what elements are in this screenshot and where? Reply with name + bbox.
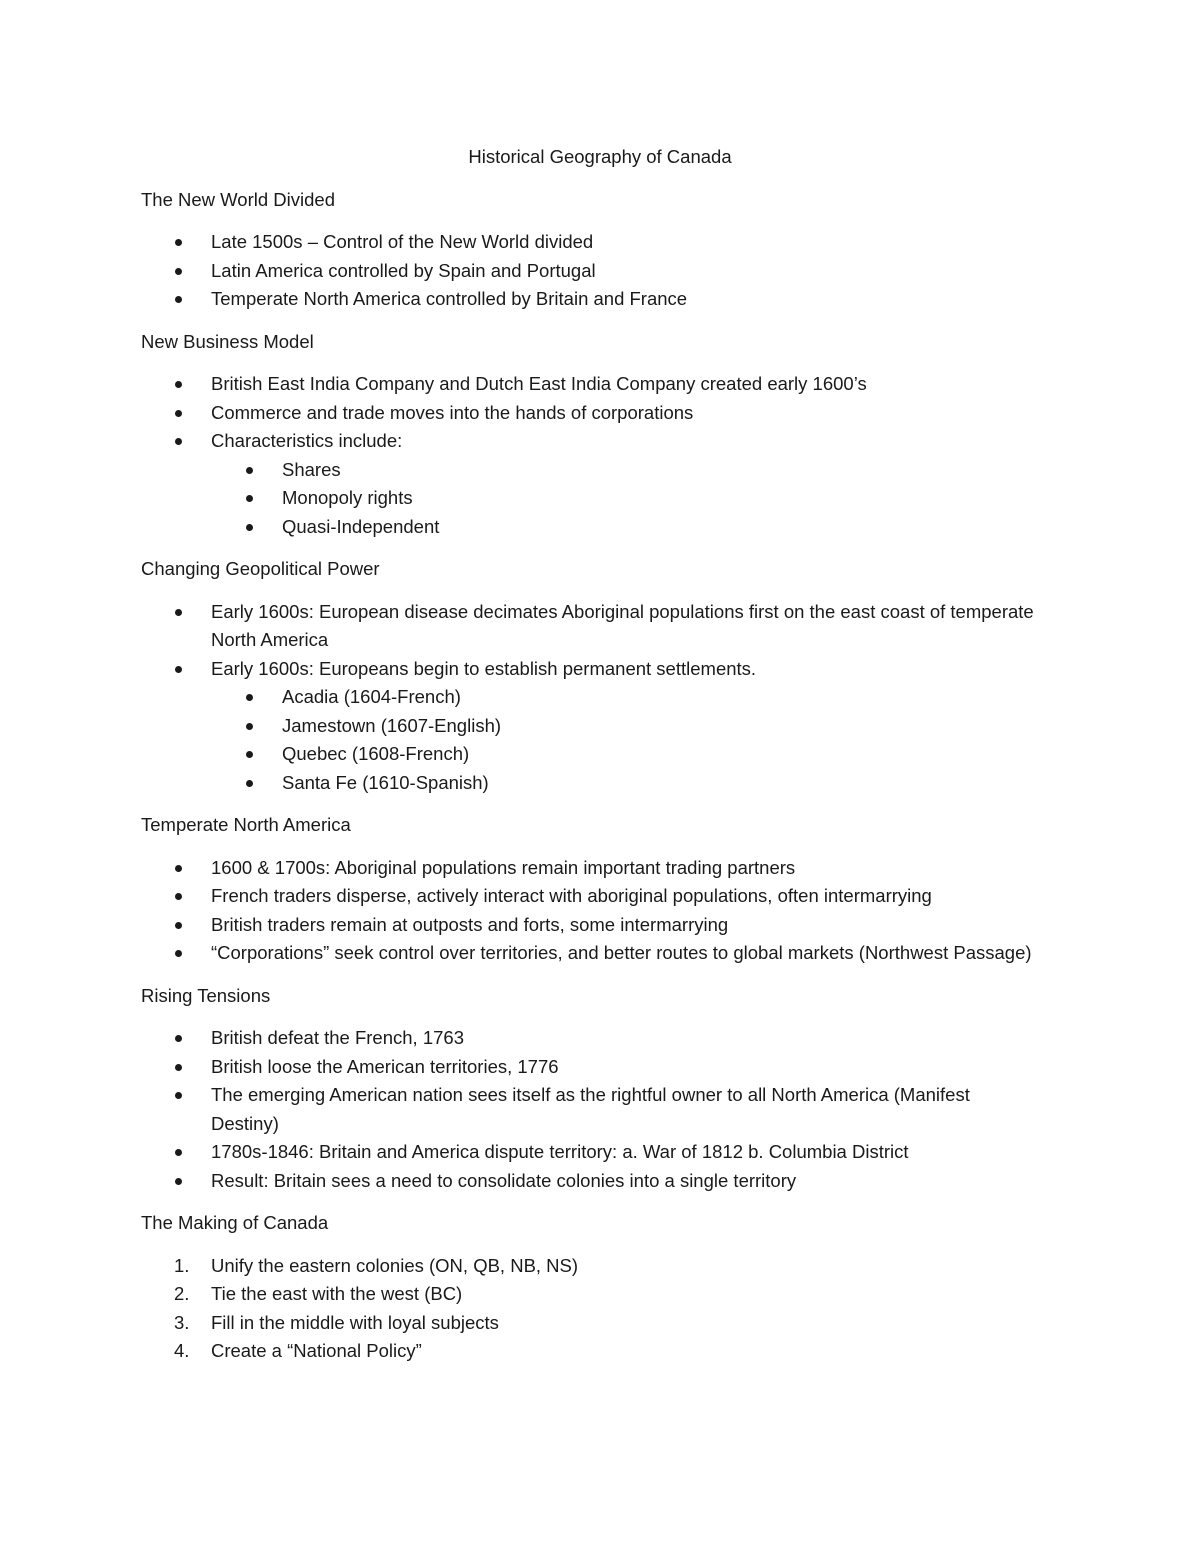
document-title: Historical Geography of Canada [468,146,732,167]
list-item: British East India Company and Dutch East India Company created early 1600’s [141,370,1041,399]
list-item: Early 1600s: Europeans begin to establish permanent settlements. [141,655,1041,684]
bullet-list [141,370,1041,541]
sub-list-item: Acadia (1604-French) [141,683,1041,712]
section-heading: The New World Divided [141,188,335,210]
list-item: Latin America controlled by Spain and Portugal [141,257,1041,286]
bullet-icon [175,865,182,872]
bullet-icon [175,1035,182,1042]
list-item: British traders remain at outposts and forts, some intermarrying [141,911,1041,940]
bullet-icon [246,495,253,502]
list-item: Commerce and trade moves into the hands of corporations [141,399,1041,428]
bullet-icon [246,780,253,787]
bullet-icon [175,893,182,900]
list-item: French traders disperse, actively interact with aboriginal populations, often intermarrying [141,882,1041,911]
bullet-list [141,598,1041,798]
bullet-icon [246,751,253,758]
bullet-icon [175,666,182,673]
list-number: 2. [174,1283,190,1304]
list-item: Temperate North America controlled by Britain and France [141,285,1041,314]
bullet-icon [175,922,182,929]
list-number: 3. [174,1311,190,1333]
bullet-icon [175,609,182,616]
list-item: 3. Fill in the middle with loyal subjects [141,1309,1041,1338]
list-item: 4. Create a “National Policy” [141,1337,1041,1366]
sub-list-item: Monopoly rights [141,484,1041,513]
list-item: 1. Unify the eastern colonies (ON, QB, NB, NS) [141,1252,1041,1281]
bullet-icon [246,524,253,531]
bullet-icon [246,694,253,701]
sub-list-item: Quebec (1608-French) [141,740,1041,769]
sub-list-item: Santa Fe (1610-Spanish) [141,769,1041,798]
sub-list-item: Shares [141,456,1041,485]
bullet-icon [246,723,253,730]
list-item: Late 1500s – Control of the New World divided [141,228,1041,257]
list-item: “Corporations” seek control over territories, and better routes to global markets (Northwest Passage) [141,939,1041,968]
list-item: British defeat the French, 1763 [141,1024,1041,1053]
bullet-icon [175,1064,182,1071]
bullet-icon [175,239,182,246]
list-item: Characteristics include: [141,427,1041,456]
bullet-icon [175,1149,182,1156]
section-heading: Temperate North America [141,814,351,835]
section-heading: Changing Geopolitical Power [141,558,380,579]
section-heading: Rising Tensions [141,984,271,1006]
bullet-list [141,854,1041,968]
list-number: 1. [174,1254,190,1276]
bullet-list [141,228,1041,314]
bullet-icon [175,438,182,445]
bullet-icon [175,950,182,957]
list-item: 2. Tie the east with the west (BC) [141,1280,1041,1309]
bullet-icon [175,296,182,303]
numbered-list [141,1252,1041,1366]
sub-list-item: Jamestown (1607-English) [141,712,1041,741]
list-item: British loose the American territories, 1776 [141,1053,1041,1082]
list-item: Result: Britain sees a need to consolidate colonies into a single territory [141,1167,1041,1196]
bullet-list [141,1024,1041,1195]
sub-list-item: Quasi-Independent [141,513,1041,542]
bullet-icon [175,268,182,275]
bullet-icon [175,1178,182,1185]
list-item: Early 1600s: European disease decimates Aboriginal populations first on the east coast of temperate North America [141,598,1041,655]
document-body [141,143,1041,1380]
bullet-icon [175,381,182,388]
section-heading: New Business Model [141,330,314,352]
list-item: 1600 & 1700s: Aboriginal populations remain important trading partners [141,854,1041,883]
bullet-icon [175,1092,182,1099]
list-item: 1780s-1846: Britain and America dispute territory: a. War of 1812 b. Columbia District [141,1138,1041,1167]
bullet-icon [246,467,253,474]
list-item: The emerging American nation sees itself as the rightful owner to all North America (Manifest Destiny) [141,1081,1041,1138]
section-heading: The Making of Canada [141,1212,329,1233]
list-number: 4. [174,1340,190,1361]
bullet-icon [175,410,182,417]
